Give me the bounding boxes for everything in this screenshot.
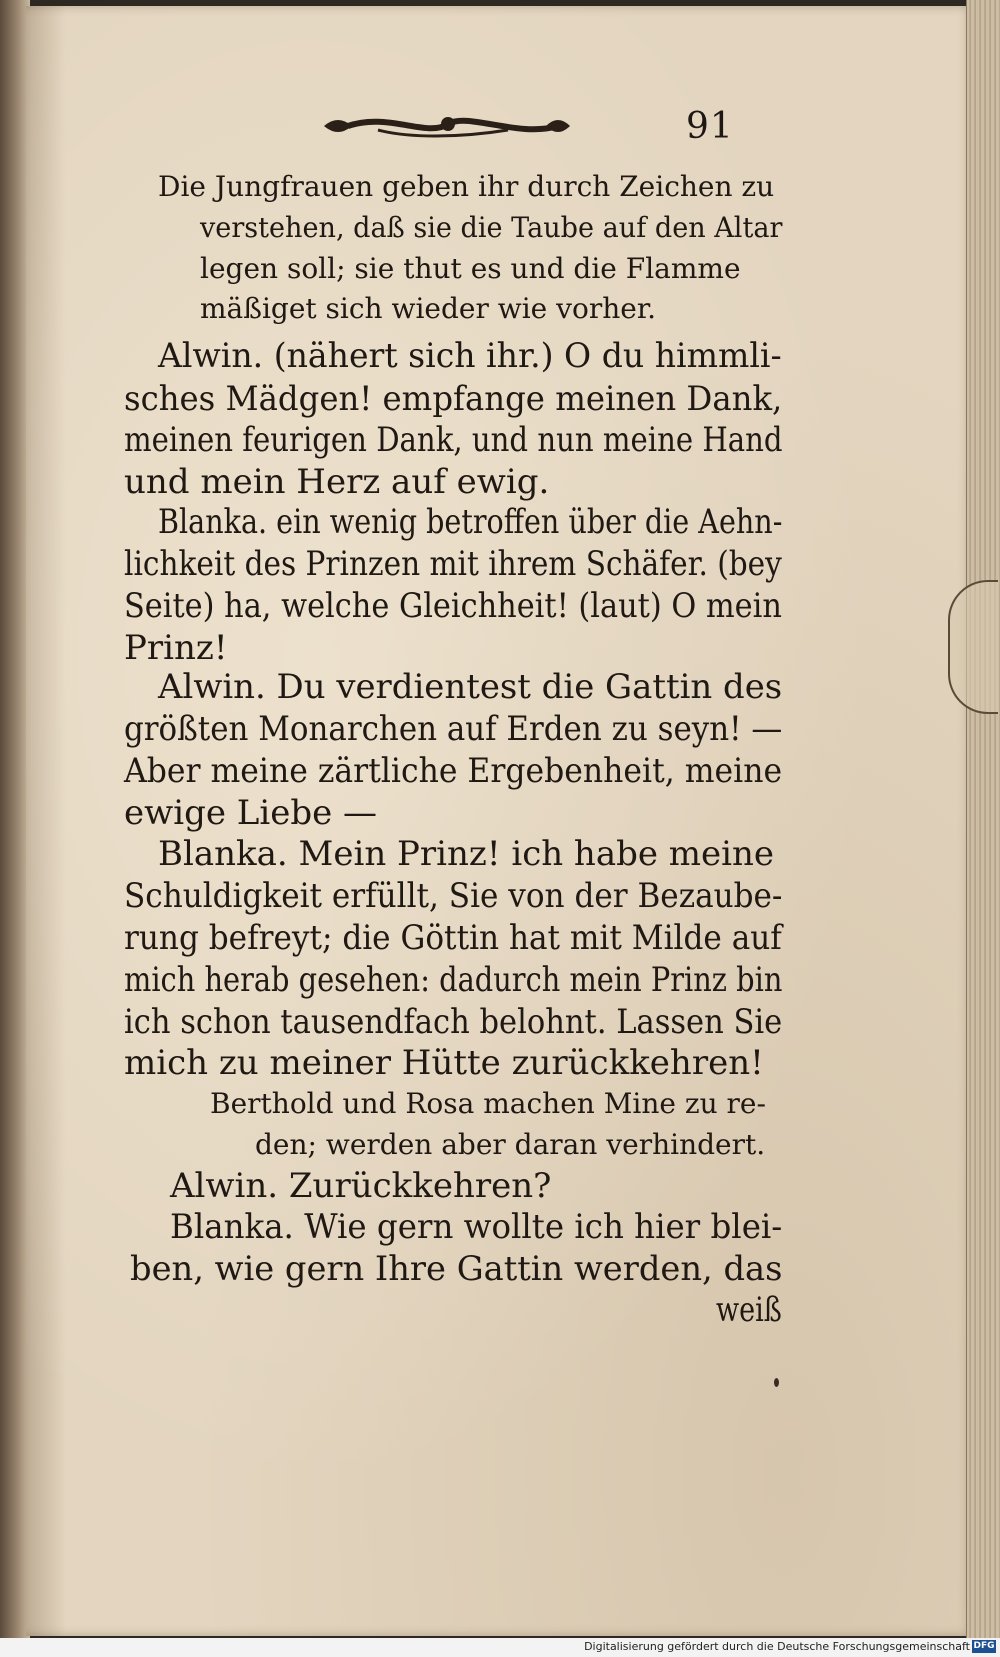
text-line: Die Jungfrauen geben ihr durch Zeichen zu	[158, 170, 775, 203]
text-line: ben, wie gern Ihre Gattin werden, das	[130, 1249, 783, 1289]
text-line: mich zu meiner Hütte zurückkehren!	[124, 1043, 764, 1083]
ink-speck	[774, 1378, 779, 1387]
text-line: Aber meine zärtliche Ergebenheit, meine	[124, 751, 783, 791]
text-line: ewige Liebe —	[124, 793, 378, 833]
text-line: mäßiget sich wieder wie vorher.	[200, 292, 657, 325]
text-line: ich schon tausendfach belohnt. Lassen Sie	[124, 1002, 783, 1042]
text-line: legen soll; sie thut es und die Flamme	[200, 252, 741, 285]
text-line: Blanka. Mein Prinz! ich habe meine	[158, 834, 775, 874]
footer-credit: Digitalisierung gefördert durch die Deutsche Forschungsgemeinschaft	[584, 1640, 970, 1653]
text-line: Berthold und Rosa machen Mine zu re-	[210, 1087, 766, 1120]
text-line: rung befreyt; die Göttin hat mit Milde auf	[124, 918, 782, 958]
catchword: weiß	[716, 1290, 782, 1330]
text-line: Blanka. ein wenig betroffen über die Aehn-	[158, 502, 783, 542]
text-line: den; werden aber daran verhindert.	[255, 1128, 766, 1161]
fleuron-ornament-icon	[318, 108, 576, 144]
page-tab-outline	[948, 580, 998, 714]
text-line: sches Mädgen! empfange meinen Dank,	[124, 379, 783, 419]
text-line: Prinz!	[124, 628, 228, 668]
page-edges	[966, 0, 1000, 1638]
text-line: Blanka. Wie gern wollte ich hier blei-	[170, 1207, 783, 1247]
text-line: Alwin. Zurückkehren?	[170, 1166, 552, 1206]
text-line: lichkeit des Prinzen mit ihrem Schäfer. (bey	[124, 544, 782, 584]
text-line: Seite) ha, welche Gleichheit! (laut) O mein	[124, 586, 782, 626]
text-line: Alwin. Du verdientest die Gattin des	[158, 667, 783, 707]
text-line: mich herab gesehen: dadurch mein Prinz bin	[124, 960, 783, 1000]
text-line: und mein Herz auf ewig.	[124, 462, 550, 502]
text-line: Alwin. (nähert sich ihr.) O du himmli-	[158, 336, 782, 376]
text-line: Schuldigkeit erfüllt, Sie von der Bezaube-	[124, 876, 783, 916]
text-line: größten Monarchen auf Erden zu seyn! —	[124, 709, 783, 749]
text-line: meinen feurigen Dank, und nun meine Hand	[124, 420, 783, 460]
text-line: verstehen, daß sie die Taube auf den Altar	[200, 211, 783, 244]
dfg-logo-icon: DFG	[973, 1641, 995, 1651]
page-number: 91	[686, 106, 734, 147]
